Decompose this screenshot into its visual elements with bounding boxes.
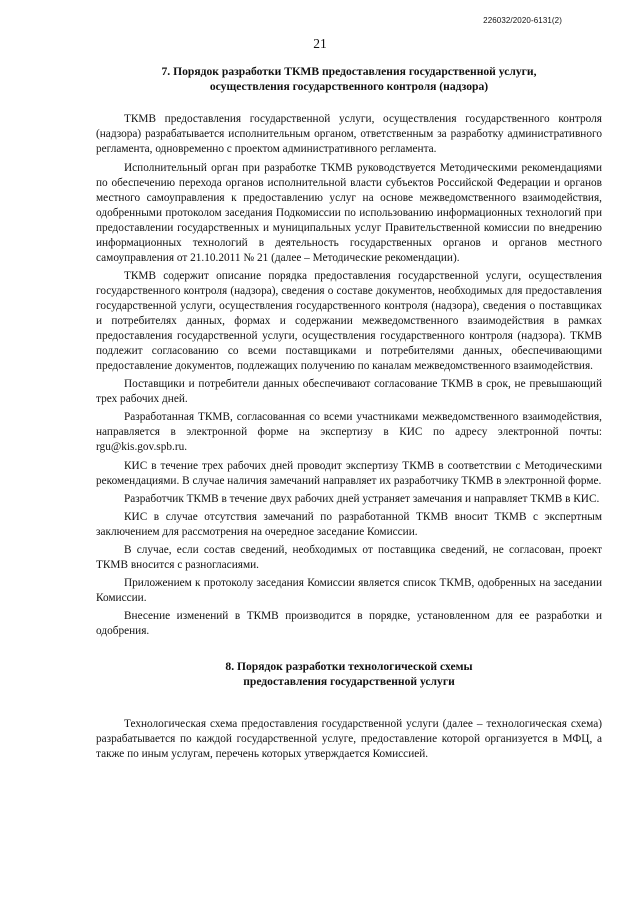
page-number: 21: [313, 36, 327, 51]
section-8-title-line-2: предоставления государственной услуги: [243, 675, 455, 689]
section-7-paragraph: Приложением к протоколу заседания Комиссии является список ТКМВ, одобренных на заседании Комиссии.: [96, 576, 602, 604]
document-id: 226032/2020-6131(2): [483, 16, 562, 25]
section-8-paragraph: Технологическая схема предоставления государственной услуги (далее – технологическая схема) разрабатывается по каждой государственной услуге, предоставление которой организуется в МФЦ, а также по иным услугам, перечень которых утверждается Комиссией.: [96, 718, 602, 761]
section-8-title: [96, 659, 602, 689]
section-7-paragraph: Внесение изменений в ТКМВ производится в порядке, установленном для ее разработки и одобрения.: [96, 609, 602, 637]
section-7-paragraph: В случае, если состав сведений, необходимых от поставщика сведений, не согласован, проект ТКМВ вносится с разногласиями.: [96, 543, 602, 571]
section-7-title-line-1: 7. Порядок разработки ТКМВ предоставления государственной услуги,: [161, 65, 537, 78]
section-7-paragraph: КИС в течение трех рабочих дней проводит экспертизу ТКМВ в соответствии с Методическими рекомендациями. В случае наличия замечаний направляет их разработчику ТКМВ в электронной форме.: [96, 459, 602, 487]
section-7-paragraph: Разработанная ТКМВ, согласованная со всеми участниками межведомственного взаимодействия, направляется в электронной форме на экспертизу в КИС по адресу электронной почты: rgu@kis.gov.spb.ru.: [96, 411, 602, 454]
section-7-paragraph: КИС в случае отсутствия замечаний по разработанной ТКМВ вносит ТКМВ с экспертным заключением для рассмотрения на очередное заседание Комиссии.: [96, 510, 602, 538]
section-7-paragraph: ТКМВ предоставления государственной услуги, осуществления государственного контроля (надзора) разрабатывается исполнительным органом, ответственным за разработку административного регламента, одновременно с проектом административного регламента.: [96, 113, 602, 156]
section-7-title: [96, 64, 602, 94]
section-7-paragraph: Исполнительный орган при разработке ТКМВ руководствуется Методическими рекомендациями по обеспечению перехода органов исполнительной власти субъектов Российской Федерации и органов местного самоуправления к предоставлению услуг на основе межведомственного взаимодействия, одобренными протоколом заседания Подкомиссии по использованию информационных технологий при предоставлении государственных и муниципальных услуг Правительственной комиссии по внедрению информационных технологий в деятельность государственных органов и органов местного самоуправления от 21.10.2011 № 21 (далее – Методические рекомендации).: [96, 161, 602, 264]
document-body: [96, 64, 602, 765]
section-7-paragraph: ТКМВ содержит описание порядка предоставления государственной услуги, осуществления государственного контроля (надзора), сведения о составе документов, необходимых для предоставления государственной услуги, осуществления государственного контроля (надзора), сведения о поставщиках и потребителях данных, формах и содержании межведомственного взаимодействия в рамках предоставления государственной услуги, осуществления государственного контроля (надзора). ТКМВ подлежит согласованию со всеми поставщиками и потребителями данных, обеспечивающими предоставление документов, подлежащих получению по каналам межведомственного взаимодействия.: [96, 269, 602, 373]
section-8-title-line-1: 8. Порядок разработки технологической схемы: [225, 660, 473, 674]
section-7-paragraph: Разработчик ТКМВ в течение двух рабочих дней устраняет замечания и направляет ТКМВ в КИС.: [124, 492, 600, 505]
section-7-title-line-2: осуществления государственного контроля (надзора): [209, 80, 489, 93]
section-7-paragraph: Поставщики и потребители данных обеспечивают согласование ТКМВ в срок, не превышающий трех рабочих дней.: [96, 378, 602, 406]
